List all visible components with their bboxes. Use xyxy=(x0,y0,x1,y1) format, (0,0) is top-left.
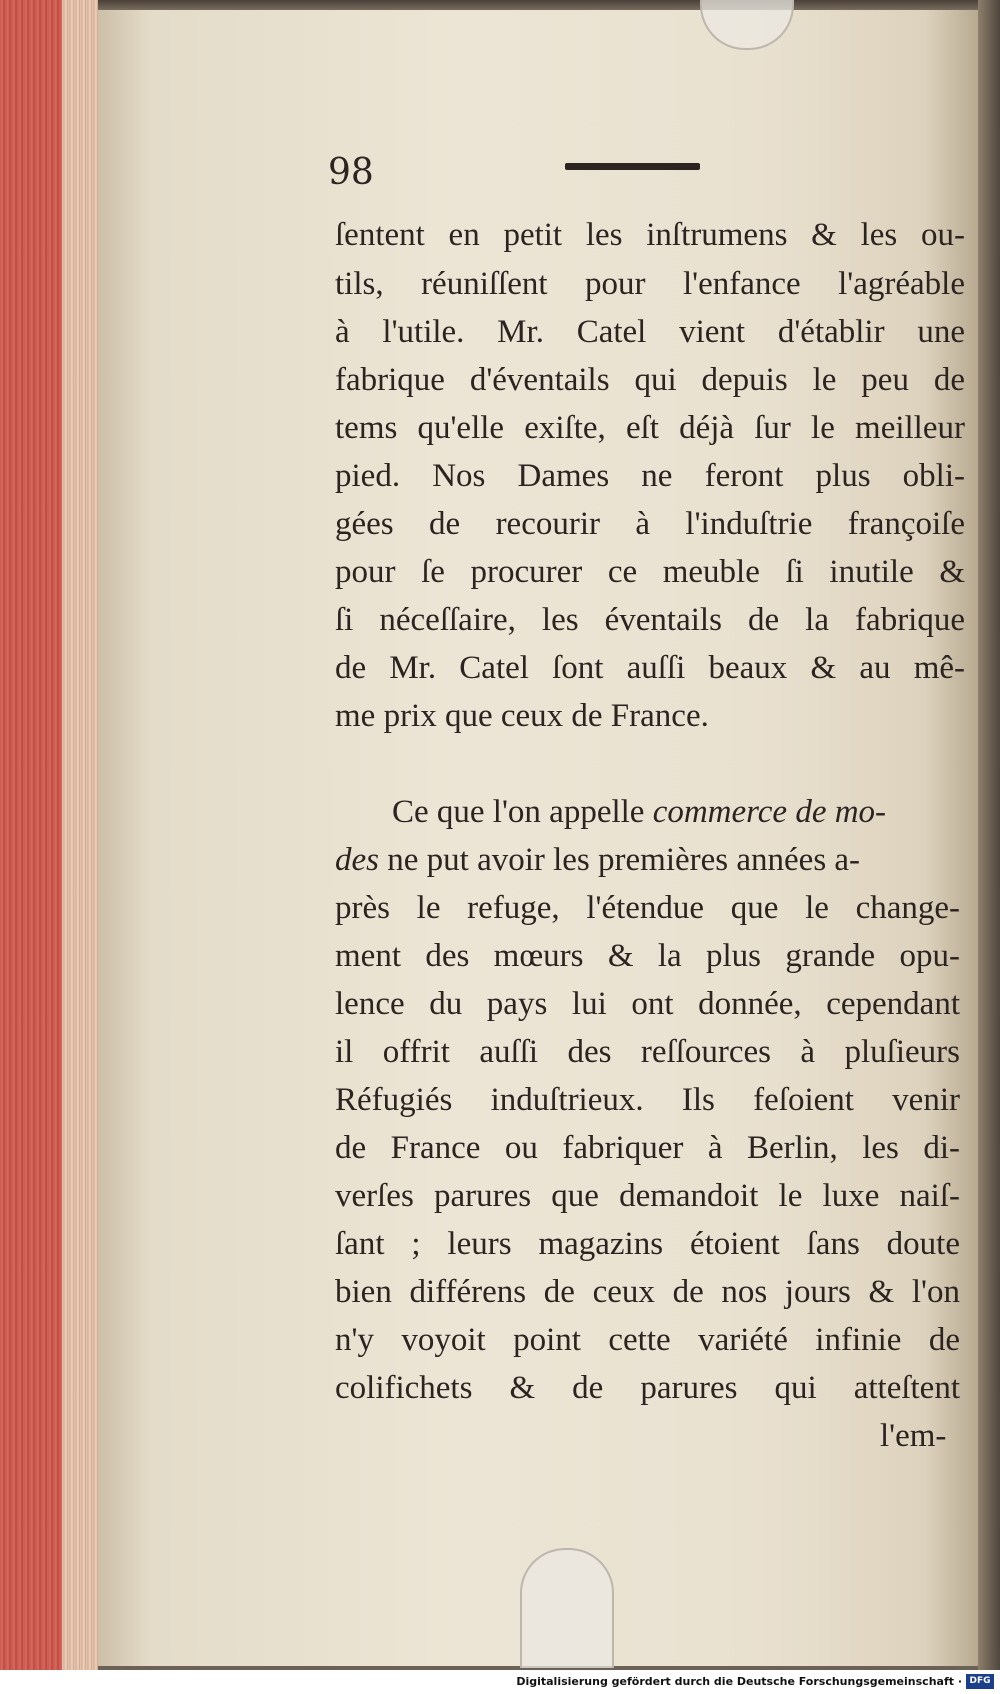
text-span: ne put avoir les premières années a- xyxy=(387,842,861,878)
text-line: il offrit auſſi des reſſources à pluſieurs xyxy=(335,1034,960,1070)
italic-text: des xyxy=(335,842,379,878)
italic-text: commerce de mo- xyxy=(652,794,887,830)
catchword: l'em- xyxy=(880,1418,947,1454)
text-line: lence du pays lui ont donnée, cependant xyxy=(335,986,960,1022)
text-line xyxy=(392,792,886,832)
text-line: ment des mœurs & la plus grande opu- xyxy=(335,938,960,974)
page-number: 98 xyxy=(328,152,374,193)
dfg-logo: DFG xyxy=(966,1674,994,1689)
text-line: verſes parures que demandoit le luxe naiſ- xyxy=(335,1178,960,1214)
text-line: colifichets & de parures qui atteſtent xyxy=(335,1370,960,1406)
text-line: de France ou fabriquer à Berlin, les di- xyxy=(335,1130,960,1166)
text-line: à l'utile. Mr. Catel vient d'établir une xyxy=(335,314,965,350)
text-line: ſentent en petit les inſtrumens & les ou- xyxy=(335,217,965,253)
text-line: me prix que ceux de France. xyxy=(335,698,709,734)
text-line: bien différens de ceux de nos jours & l'on xyxy=(335,1274,960,1310)
text-line: tems qu'elle exiſte, eſt déjà ſur le meilleur xyxy=(335,410,965,446)
text-line: gées de recourir à l'induſtrie françoiſe xyxy=(335,506,965,542)
text-line: ſant ; leurs magazins étoient ſans doute xyxy=(335,1226,960,1262)
text-line: n'y voyoit point cette variété infinie de xyxy=(335,1322,960,1358)
text-line: tils, réuniſſent pour l'enfance l'agréable xyxy=(335,266,965,302)
funding-credit: Digitalisierung gefördert durch die Deutsche Forschungsgemeinschaft · xyxy=(516,1675,962,1688)
text-span: Ce que l'on appelle xyxy=(392,794,645,830)
text-line xyxy=(335,840,860,880)
text-line: pied. Nos Dames ne feront plus obli- xyxy=(335,458,965,494)
text-line: de Mr. Catel ſont auſſi beaux & au mê- xyxy=(335,650,965,686)
text-line: fabrique d'éventails qui depuis le peu de xyxy=(335,362,965,398)
text-line: ſi néceſſaire, les éventails de la fabrique xyxy=(335,602,965,638)
text-line: pour ſe procurer ce meuble ſi inutile & xyxy=(335,554,965,590)
text-line: Réfugiés induſtrieux. Ils feſoient venir xyxy=(335,1082,960,1118)
footer-bar xyxy=(0,1670,1000,1694)
text-line: près le refuge, l'étendue que le change- xyxy=(335,890,960,926)
